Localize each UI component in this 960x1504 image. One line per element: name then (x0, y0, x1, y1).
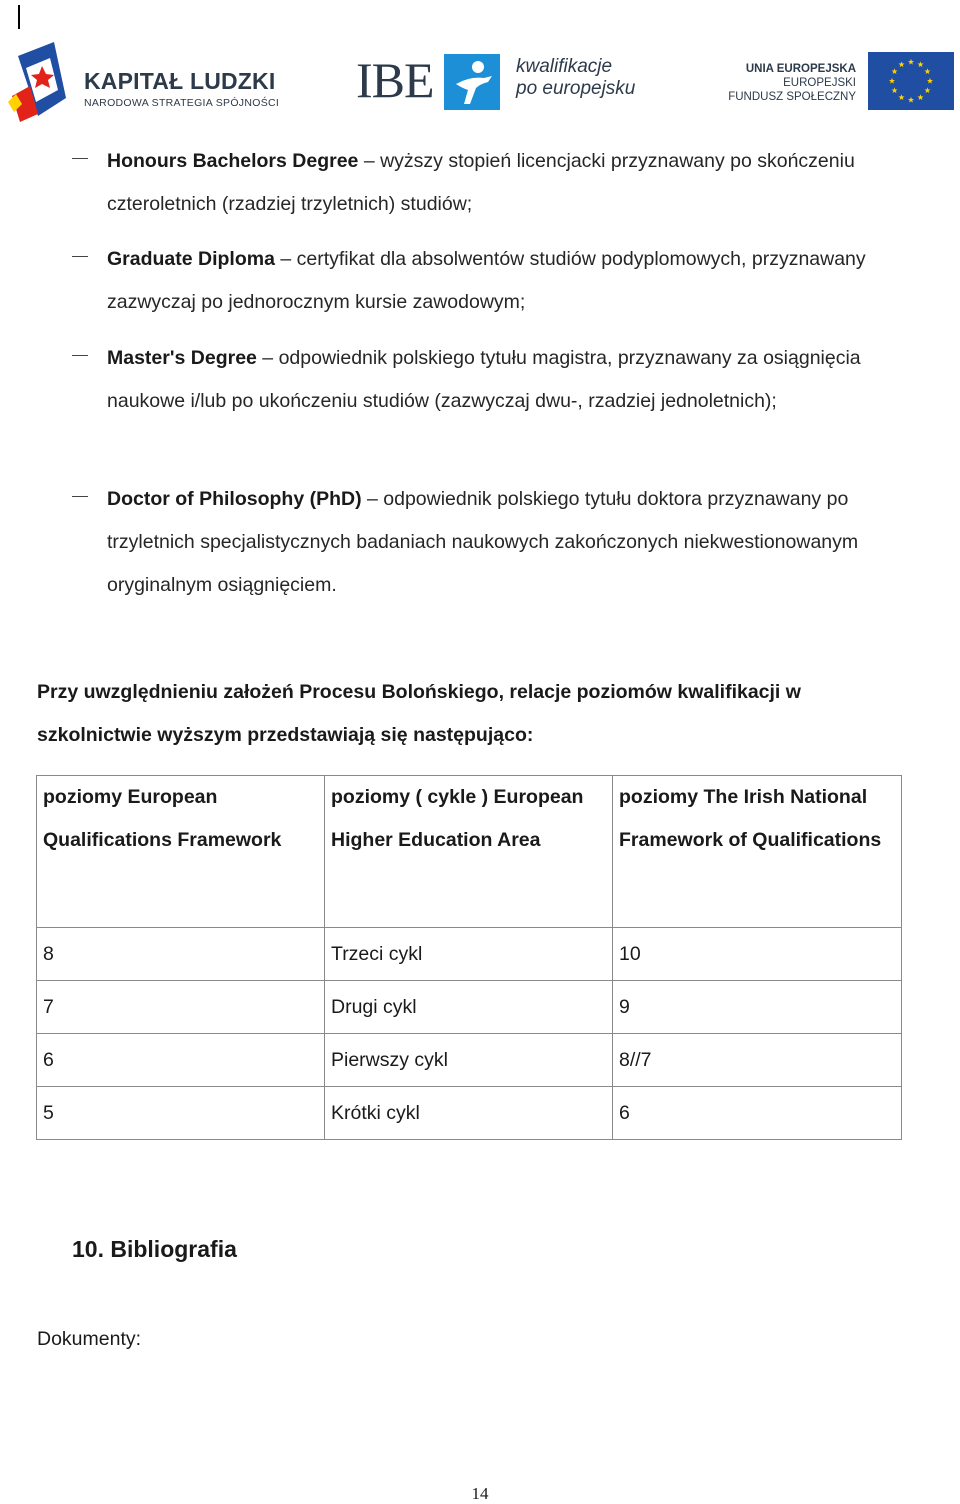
ibe-figure-icon (444, 54, 500, 110)
table-cell: 8 (37, 928, 325, 981)
dash-bullet-icon (72, 158, 88, 159)
table-cell: Pierwszy cykl (325, 1034, 613, 1087)
dash-bullet-icon (72, 256, 88, 257)
table-header-row (37, 776, 902, 928)
eu-star-icon (927, 78, 933, 84)
eu-star-icon (917, 94, 923, 100)
table-cell: Drugi cykl (325, 981, 613, 1034)
eu-flag-icon (868, 52, 954, 110)
eu-star-icon (908, 59, 914, 65)
intro-paragraph: Przy uwzględnieniu założeń Procesu Bolońskiego, relacje poziomów kwalifikacji w szkolnictwie wyższym przedstawiają się następująco: (37, 681, 801, 746)
qualification-levels-table (36, 775, 902, 1140)
eu-line2: EUROPEJSKI (783, 77, 856, 89)
eu-star-icon (924, 87, 930, 93)
kapital-ludzki-logo (8, 38, 278, 124)
degree-description: – wyższy stopień licencjacki przyznawany po skończeniu czteroletnich (rzadziej trzyletnich) studiów; (107, 150, 855, 215)
dash-bullet-icon (72, 496, 88, 497)
eu-star-icon (898, 94, 904, 100)
section-heading: 10. Bibliografia (72, 1236, 237, 1262)
ibe-logo (356, 52, 646, 112)
table-cell: Krótki cykl (325, 1087, 613, 1140)
table-cell: 6 (37, 1034, 325, 1087)
table-row (37, 1034, 902, 1087)
kapital-ludzki-title: KAPITAŁ LUDZKI (84, 68, 276, 94)
ibe-tagline-line2: po europejsku (516, 78, 636, 99)
dash-bullet-icon (72, 355, 88, 356)
text-cursor (18, 5, 20, 29)
degree-term: Graduate Diploma (107, 248, 275, 270)
table-cell: 7 (37, 981, 325, 1034)
header-ehea: poziomy ( cykle ) European Higher Education Area (325, 776, 613, 928)
documents-label: Dokumenty: (37, 1328, 142, 1350)
header-irish-nfq: poziomy The Irish National Framework of Qualifications (613, 776, 902, 928)
table-cell: 9 (613, 981, 902, 1034)
ibe-tagline-line1: kwalifikacje (516, 56, 613, 77)
table-cell: 8//7 (613, 1034, 902, 1087)
degree-description: – odpowiednik polskiego tytułu magistra, przyznawany za osiągnięcia naukowe i/lub po ukończeniu studiów (zazwyczaj dwu-, rzadziej jednoletnich); (107, 347, 861, 412)
table-cell: 5 (37, 1087, 325, 1140)
eu-star-icon (908, 97, 914, 103)
table-row (37, 1087, 902, 1140)
degree-term: Honours Bachelors Degree (107, 150, 359, 172)
table-cell: 10 (613, 928, 902, 981)
table-row (37, 981, 902, 1034)
page-number: 14 (471, 1484, 489, 1503)
eu-logo (728, 52, 954, 112)
table-cell: Trzeci cykl (325, 928, 613, 981)
eu-star-icon (892, 87, 898, 93)
eu-line3: FUNDUSZ SPOŁECZNY (728, 91, 856, 103)
table-row (37, 928, 902, 981)
ibe-name: IBE (356, 52, 434, 108)
table-cell: 6 (613, 1087, 902, 1140)
eu-star-icon (889, 78, 895, 84)
degree-term: Master's Degree (107, 347, 257, 369)
eu-star-icon (924, 68, 930, 74)
kapital-ludzki-emblem-icon (8, 38, 78, 124)
degree-description: – odpowiednik polskiego tytułu doktora przyznawany po trzyletnich specjalistycznych badaniach naukowych zakończonych niekwestionowanym oryginalnym osiągnięciem. (107, 488, 859, 596)
degree-description: – certyfikat dla absolwentów studiów podyplomowych, przyznawany zazwyczaj po jednorocznym kursie zawodowym; (107, 248, 866, 313)
eu-star-icon (892, 68, 898, 74)
eu-line1: UNIA EUROPEJSKA (745, 63, 856, 75)
kapital-ludzki-subtitle: NARODOWA STRATEGIA SPÓJNOŚCI (84, 97, 280, 109)
header-eqf: poziomy European Qualifications Framework (37, 776, 325, 928)
eu-star-icon (917, 61, 923, 67)
eu-star-icon (898, 61, 904, 67)
degree-term: Doctor of Philosophy (PhD) (107, 488, 362, 510)
